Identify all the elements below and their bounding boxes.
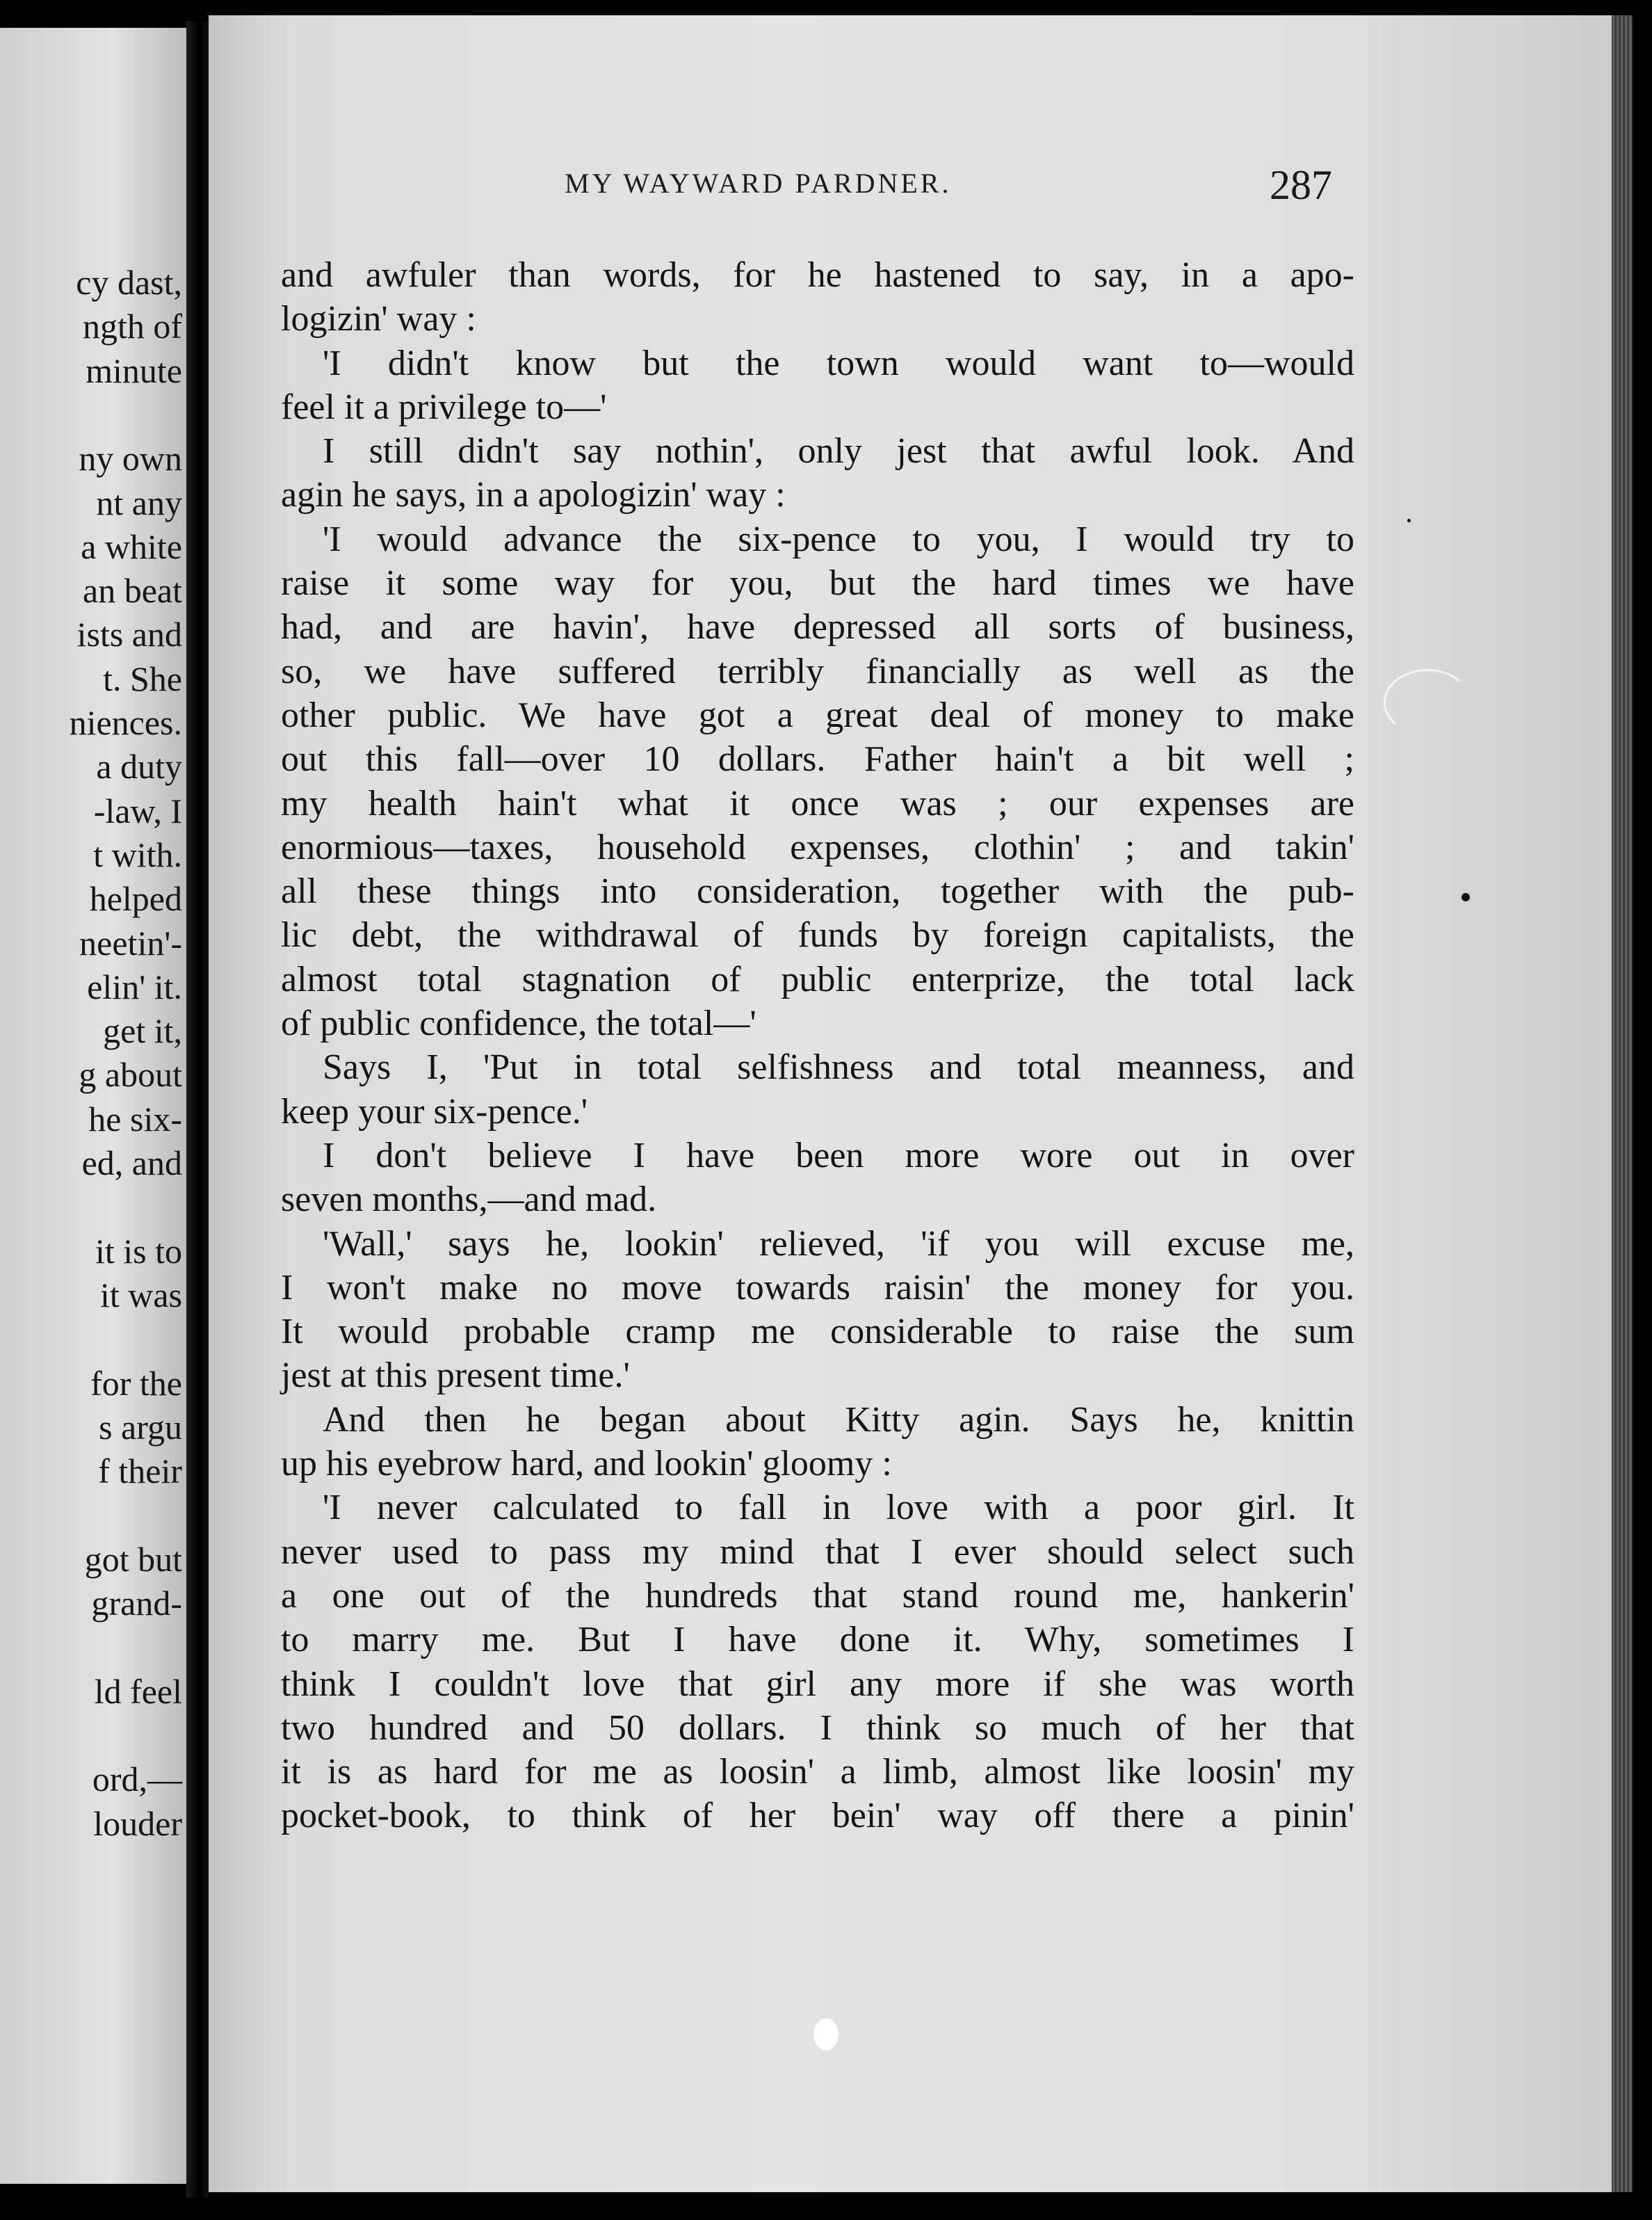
body-text-line: it is as hard for me as loosin' a limb, almost like loosin' my — [281, 1752, 1354, 1792]
body-text-line: up his eyebrow hard, and lookin' gloomy : — [281, 1444, 892, 1484]
body-text-line: of public confidence, the total—' — [281, 1004, 756, 1044]
body-text-line: a one out of the hundreds that stand round me, hankerin' — [281, 1575, 1354, 1616]
body-text-line: jest at this present time.' — [281, 1356, 630, 1396]
body-text-line: I won't make no move towards raisin' the money for you. — [281, 1267, 1354, 1308]
left-page-line: g about — [79, 1055, 182, 1095]
left-page-line: for the — [90, 1363, 182, 1403]
left-page-line: -law, I — [93, 791, 182, 830]
body-text-line: feel it a privilege to—' — [281, 387, 607, 427]
body-text-line: other public. We have got a great deal of money to make — [281, 695, 1354, 735]
book-gutter — [186, 21, 209, 2198]
body-text-line: lic debt, the withdrawal of funds by foreign capitalists, the — [281, 915, 1354, 956]
left-page-line: got but — [84, 1539, 182, 1579]
body-text-line: agin he says, in a apologizin' way : — [281, 475, 786, 515]
body-text-line: 'I would advance the six-pence to you, I would try to — [323, 519, 1354, 559]
body-text-line: 'I never calculated to fall in love with a poor girl. It — [323, 1488, 1354, 1528]
left-page-line: ed, and — [81, 1143, 182, 1182]
left-page-line: ld feel — [94, 1671, 182, 1711]
left-page-line: f their — [98, 1451, 182, 1491]
left-page-line: cy dast, — [76, 263, 182, 302]
left-page-line: grand- — [91, 1584, 182, 1623]
body-text-line: I still didn't say nothin', only jest that awful look. And — [323, 431, 1354, 472]
paper-speck — [813, 2018, 839, 2050]
body-text-line: enormious—taxes, household expenses, clothin' ; and takin' — [281, 827, 1354, 867]
left-page-line: ists and — [76, 615, 182, 654]
body-text-line: I don't believe I have been more wore out in over — [323, 1135, 1354, 1175]
page-edge — [1612, 15, 1633, 2192]
left-page-line: elin' it. — [87, 967, 182, 1006]
left-page-line: nt any — [96, 483, 182, 522]
body-text-line: keep your six-pence.' — [281, 1091, 588, 1132]
left-page-line: a white — [81, 526, 182, 566]
body-text-line: 'Wall,' says he, lookin' relieved, 'if you will excuse me, — [323, 1223, 1354, 1264]
body-text-line: out this fall—over 10 dollars. Father hain't a bit well ; — [281, 739, 1354, 780]
body-text-line: so, we have suffered terribly financially as well as the — [281, 651, 1354, 691]
left-page-line: it was — [99, 1275, 182, 1314]
ink-dot — [1407, 519, 1411, 522]
body-text-line: 'I didn't know but the town would want to—would — [323, 343, 1354, 383]
left-page-line: get it, — [103, 1011, 182, 1051]
left-page-line: t. She — [103, 659, 182, 698]
body-text-line: think I couldn't love that girl any more if she was worth — [281, 1664, 1354, 1704]
body-text-line: And then he began about Kitty agin. Says he, knittin — [323, 1399, 1354, 1440]
left-page-line: ord,— — [92, 1760, 182, 1799]
body-text-line: had, and are havin', have depressed all sorts of business, — [281, 607, 1354, 648]
left-page-line: an beat — [83, 571, 182, 611]
left-page-line: s argu — [99, 1407, 182, 1447]
left-page-line: t with. — [93, 835, 182, 874]
body-text-line: never used to pass my mind that I ever should select such — [281, 1531, 1354, 1572]
page-number: 287 — [1270, 162, 1332, 208]
left-page-line: neetin'- — [79, 923, 182, 963]
left-page-line: a duty — [96, 747, 182, 787]
left-page-line: niences. — [69, 703, 182, 742]
left-page-line: louder — [93, 1803, 182, 1843]
running-head: MY WAYWARD PARDNER. — [565, 168, 952, 199]
body-text — [281, 253, 1354, 1838]
left-page-line: it is to — [95, 1231, 182, 1271]
body-text-line: to marry me. But I have done it. Why, sometimes I — [281, 1620, 1354, 1660]
body-text-line: almost total stagnation of public enterprize, the total lack — [281, 959, 1354, 999]
ink-dot — [1461, 893, 1470, 901]
body-text-line: logizin' way : — [281, 299, 476, 339]
left-page-line: he six- — [88, 1099, 182, 1139]
body-text-line: Says I, 'Put in total selfishness and total meanness, and — [323, 1047, 1354, 1088]
left-page-line: ny own — [79, 439, 182, 478]
body-text-line: and awfuler than words, for he hastened to say, in a apo- — [281, 255, 1354, 295]
body-text-line: raise it some way for you, but the hard times we have — [281, 563, 1354, 604]
body-text-line: pocket-book, to think of her bein' way off there a pinin' — [281, 1796, 1354, 1836]
body-text-line: It would probable cramp me considerable to raise the sum — [281, 1312, 1354, 1352]
left-page-line: minute — [86, 351, 182, 390]
body-text-line: seven months,—and mad. — [281, 1180, 657, 1220]
left-page-line: helped — [89, 879, 182, 919]
left-page-line: ngth of — [82, 307, 182, 346]
body-text-line: my health hain't what it once was ; our expenses are — [281, 783, 1354, 823]
body-text-line: two hundred and 50 dollars. I think so much of her that — [281, 1707, 1354, 1748]
paper-flaw — [1384, 669, 1471, 736]
body-text-line: all these things into consideration, together with the pub- — [281, 871, 1354, 912]
